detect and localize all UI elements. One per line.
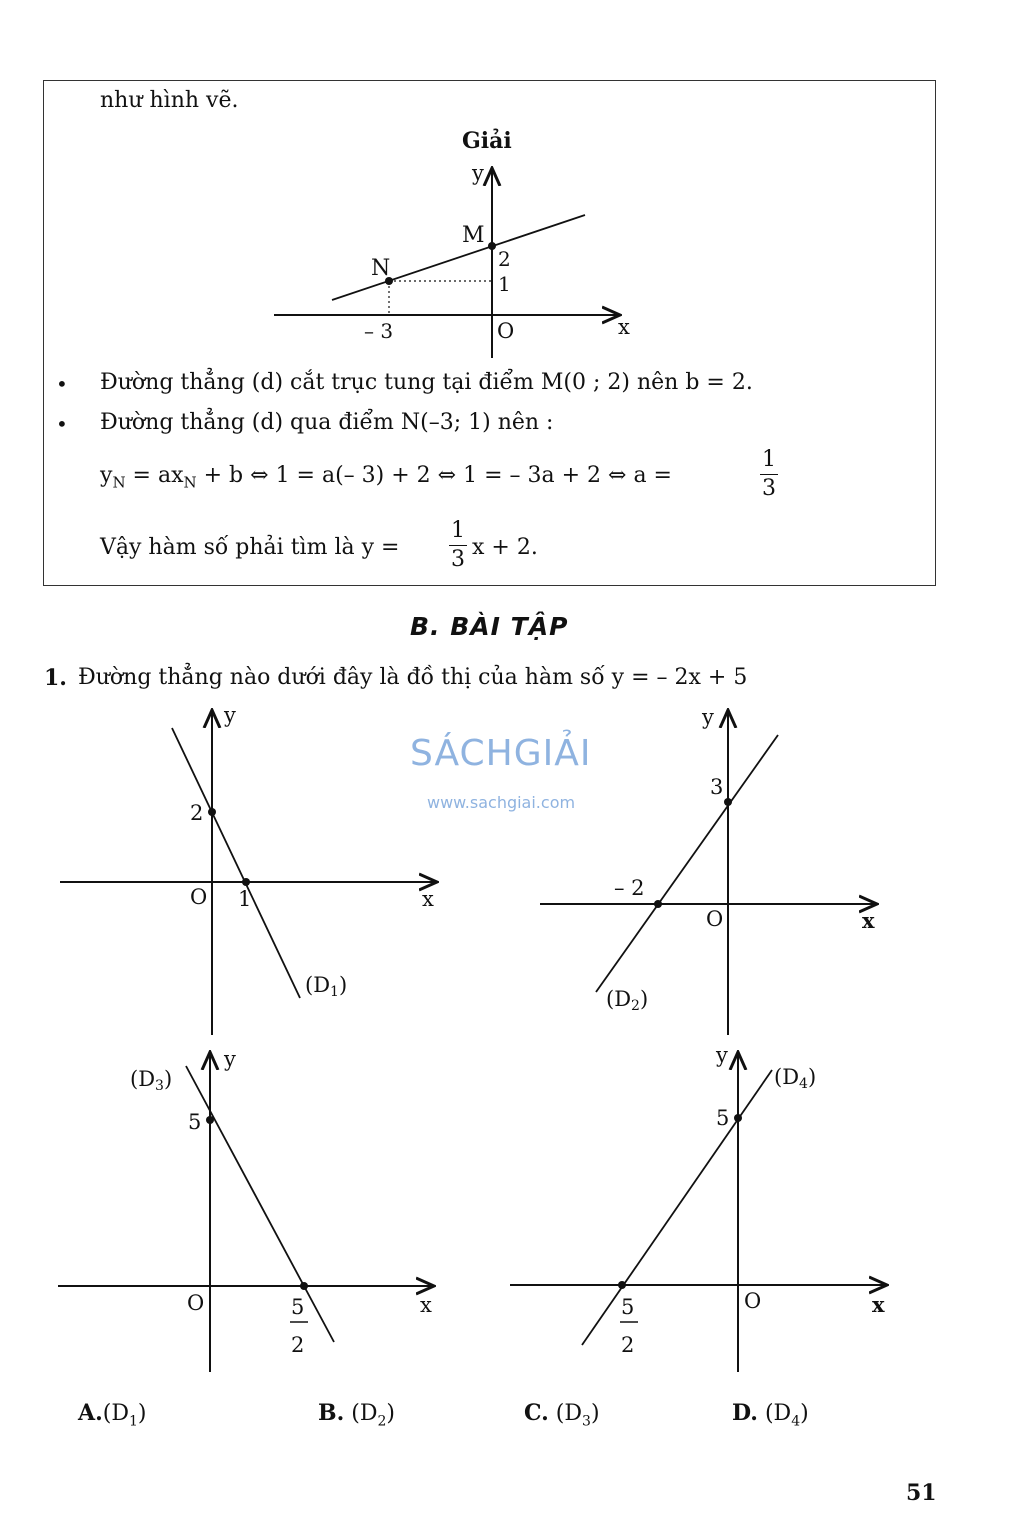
d3-point-x bbox=[300, 1282, 308, 1290]
frac-a-num: 1 bbox=[762, 447, 776, 472]
d2-x-label: x bbox=[862, 908, 875, 933]
watermark-url: www.sachgiai.com bbox=[427, 793, 576, 812]
d1-label: (D1) bbox=[305, 973, 348, 1000]
choice-c[interactable]: C. $(D_3)$ bbox=[524, 1400, 600, 1430]
d2-line bbox=[596, 735, 778, 992]
d3-tick-y: 5 bbox=[188, 1110, 202, 1134]
d2-tick-y: 3 bbox=[710, 775, 724, 799]
d1-origin: O bbox=[190, 885, 208, 909]
d2-label: (D2) bbox=[606, 987, 649, 1014]
d1-y-label: y bbox=[224, 703, 236, 727]
d2-tick-x: – 2 bbox=[614, 876, 645, 900]
d2-point-y bbox=[724, 798, 732, 806]
tick-1: 1 bbox=[498, 272, 511, 296]
graph-d2 bbox=[530, 700, 890, 1040]
tick-neg3: – 3 bbox=[364, 319, 394, 343]
d1-point-y bbox=[208, 808, 216, 816]
point-m bbox=[488, 242, 496, 250]
d3-origin: O bbox=[187, 1291, 205, 1315]
d3-point-y bbox=[206, 1116, 214, 1124]
equation-line bbox=[100, 465, 672, 490]
d3-line bbox=[186, 1066, 334, 1342]
d3-label: (D3) bbox=[130, 1067, 173, 1094]
bullet-dot-2: • bbox=[56, 412, 68, 436]
d3-tick-x-den: 2 bbox=[291, 1333, 305, 1357]
d2-origin: O bbox=[706, 907, 724, 931]
conclusion-post: x + 2. bbox=[472, 535, 538, 560]
bullet-text-2: Đường thẳng (d) qua điểm N(–3; 1) nên : bbox=[100, 410, 554, 435]
fraction-c bbox=[449, 519, 467, 572]
d4-label: (D4) bbox=[774, 1065, 817, 1092]
eq-mid: = ax bbox=[125, 463, 184, 488]
section-heading: B. BÀI TẬP bbox=[410, 612, 569, 641]
fraction-a bbox=[760, 448, 778, 501]
frac-c-num: 1 bbox=[451, 518, 465, 543]
exercise-text: Đường thẳng nào dưới đây là đồ thị của hàm số y = – 2x + 5 bbox=[78, 665, 748, 690]
d4-x-label: x bbox=[872, 1292, 885, 1317]
graph-d4 bbox=[500, 1040, 890, 1380]
d1-tick-y: 2 bbox=[190, 801, 204, 825]
bullet-text-1: Đường thẳng (d) cắt trục tung tại điểm M(0 ; 2) nên b = 2. bbox=[100, 370, 753, 395]
d3-tick-x-num: 5 bbox=[291, 1295, 305, 1319]
bullet-dot-1: • bbox=[56, 372, 68, 396]
choice-a[interactable]: $A.(D_1)$ bbox=[78, 1400, 147, 1430]
tick-2: 2 bbox=[498, 247, 511, 271]
watermark-logo: SÁCHGIẢI bbox=[410, 733, 592, 774]
d2-point-x bbox=[654, 900, 662, 908]
choice-d[interactable]: D. $(D_4)$ bbox=[732, 1400, 809, 1430]
conclusion-pre: Vậy hàm số phải tìm là y = bbox=[100, 535, 400, 560]
eq-y: y bbox=[100, 463, 113, 488]
d1-tick-x: 1 bbox=[238, 887, 252, 911]
exercise-number: 1. bbox=[44, 665, 67, 691]
d4-tick-x-den: 2 bbox=[621, 1333, 635, 1357]
d1-point-x bbox=[242, 878, 250, 886]
page-number: 51 bbox=[906, 1480, 937, 1506]
graph-d1 bbox=[50, 700, 450, 1040]
frac-c-bar bbox=[449, 545, 467, 546]
m-label: M bbox=[462, 223, 485, 248]
eq-sub-n2: N bbox=[183, 473, 197, 492]
frac-a-den: 3 bbox=[762, 476, 776, 502]
d2-y-label: y bbox=[702, 705, 714, 729]
eq-sub-n: N bbox=[112, 473, 126, 492]
d4-point-y bbox=[734, 1114, 742, 1122]
d3-y-label: y bbox=[224, 1047, 236, 1071]
d4-tick-y: 5 bbox=[716, 1106, 730, 1130]
d1-line bbox=[172, 728, 300, 998]
origin-label: O bbox=[497, 319, 515, 343]
frac-c-den: 3 bbox=[451, 547, 465, 573]
graph-d3 bbox=[50, 1040, 450, 1380]
frac-a-bar bbox=[760, 474, 778, 475]
d4-y-label: y bbox=[716, 1043, 728, 1067]
d4-origin: O bbox=[744, 1289, 762, 1313]
d1-x-label: x bbox=[422, 887, 434, 911]
y-label: y bbox=[472, 161, 484, 185]
line-d bbox=[332, 215, 585, 300]
n-label: N bbox=[371, 256, 391, 281]
eq-rest: + b ⇔ 1 = a(– 3) + 2 ⇔ 1 = – 3a + 2 ⇔ a = bbox=[196, 463, 672, 488]
intro-text: như hình vẽ. bbox=[100, 88, 239, 113]
d4-tick-x-num: 5 bbox=[621, 1295, 635, 1319]
solution-title: Giải bbox=[462, 128, 512, 154]
solution-figure bbox=[260, 160, 650, 365]
choice-b[interactable]: B. $(D_2)$ bbox=[318, 1400, 396, 1430]
d3-x-label: x bbox=[420, 1293, 432, 1317]
x-label: x bbox=[618, 315, 630, 339]
d4-point-x bbox=[618, 1281, 626, 1289]
